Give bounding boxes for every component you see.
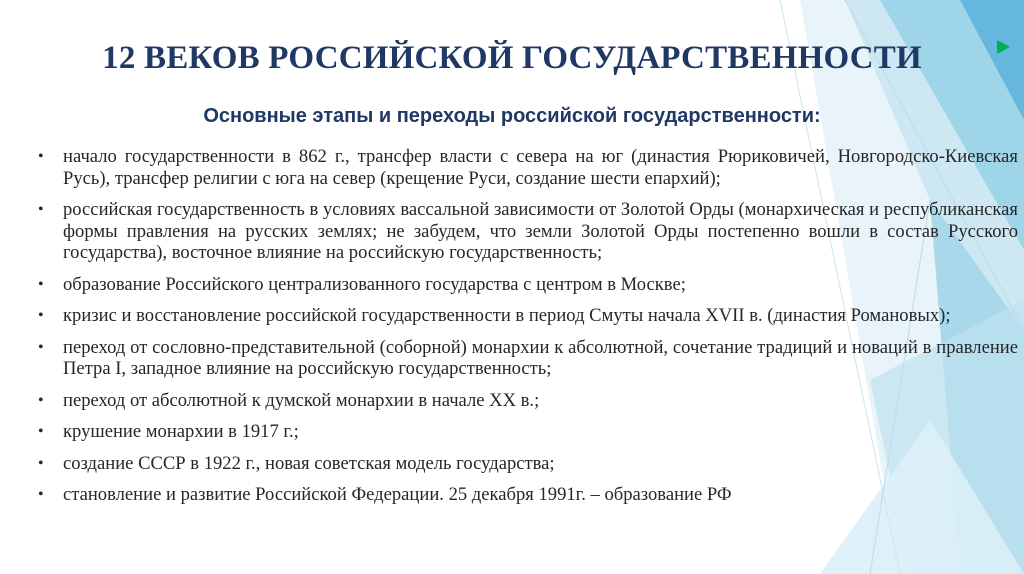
bullet-item-5 bbox=[38, 337, 1018, 380]
bullet-item-4 bbox=[38, 305, 1018, 327]
slide-subtitle: Основные этапы и переходы российской государственности: bbox=[203, 105, 821, 127]
bullet-icon: • bbox=[38, 275, 44, 293]
bullet-text: переход от абсолютной к думской монархии в начале XX в.; bbox=[63, 389, 540, 411]
bullet-list bbox=[38, 146, 1018, 516]
bullet-icon: • bbox=[38, 391, 44, 409]
bullet-text: российская государственность в условиях вассальной зависимости от Золотой Орды (монархическая и республиканская формы правления на русских землях; не забудем, что земли Золотой Орды постепенно вошли в состав Русского государства), восточное влияние на российскую государственность; bbox=[63, 199, 1018, 263]
bullet-icon: • bbox=[38, 148, 44, 165]
bullet-item-1 bbox=[38, 146, 1018, 189]
bullet-icon: • bbox=[38, 423, 44, 440]
bullet-item-7 bbox=[38, 421, 1018, 443]
bullet-text: крушение монархии в 1917 г.; bbox=[63, 421, 299, 442]
bullet-icon: • bbox=[38, 307, 44, 324]
bullet-item-2 bbox=[38, 199, 1018, 264]
bullet-icon: • bbox=[38, 338, 44, 356]
bullet-text: переход от сословно-представительной (соборной) монархии к абсолютной, сочетание традиций и новаций в правление Петра I, западное влияние на российскую государственность; bbox=[63, 336, 1018, 379]
bullet-text: образование Российского централизованного государства с центром в Москве; bbox=[63, 273, 686, 295]
bullet-icon: • bbox=[38, 454, 44, 472]
slide-title: 12 ВЕКОВ РОССИЙСКОЙ ГОСУДАРСТВЕННОСТИ bbox=[102, 40, 922, 76]
bullet-icon: • bbox=[38, 201, 44, 218]
bullet-text: начало государственности в 862 г., трансфер власти с севера на юг (династия Рюриковичей, Новгородско-Киевская Русь), трансфер религии с юга на север (крещение Руси, создание шести епархий); bbox=[63, 146, 1018, 189]
bullet-icon: • bbox=[38, 486, 44, 503]
bullet-item-9 bbox=[38, 484, 1018, 506]
bullet-text: становление и развитие Российской Федерации. 25 декабря 1991г. – образование РФ bbox=[63, 484, 732, 505]
bullet-text: создание СССР в 1922 г., новая советская модель государства; bbox=[63, 452, 555, 474]
bullet-item-3 bbox=[38, 274, 1018, 296]
bullet-item-6 bbox=[38, 390, 1018, 412]
bullet-item-8 bbox=[38, 453, 1018, 475]
bullet-text: кризис и восстановление российской государственности в период Смуты начала XVII в. (династия Романовых); bbox=[63, 305, 951, 326]
